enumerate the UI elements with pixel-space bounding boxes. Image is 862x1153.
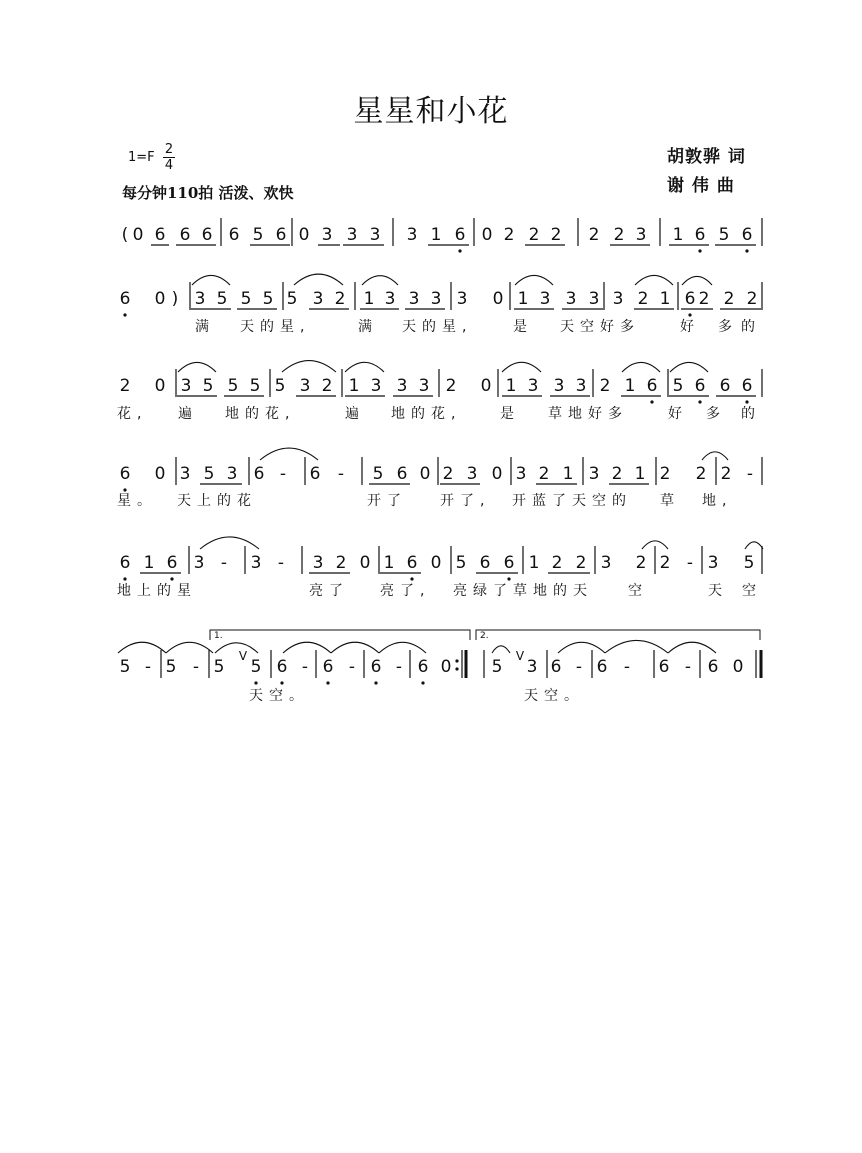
note: 3 bbox=[612, 289, 624, 309]
note: 5 bbox=[119, 657, 131, 677]
note: - bbox=[301, 657, 309, 677]
note: 6 bbox=[406, 553, 418, 573]
lower-octave-dot bbox=[170, 577, 173, 580]
note: 0 bbox=[298, 225, 310, 245]
lyric: 天空。 bbox=[249, 688, 309, 704]
lower-octave-dot bbox=[123, 577, 126, 580]
lower-octave-dot bbox=[254, 681, 257, 684]
lyric: 天的星, bbox=[240, 319, 311, 335]
note: 1 bbox=[517, 289, 529, 309]
note: 3 bbox=[430, 289, 442, 309]
note: 5 bbox=[455, 553, 467, 573]
note: 5 bbox=[286, 289, 298, 309]
lower-octave-dot bbox=[698, 400, 701, 403]
slur bbox=[345, 362, 384, 372]
note: 3 bbox=[193, 553, 205, 573]
lyric: 遍 bbox=[178, 406, 198, 422]
note: - bbox=[277, 553, 285, 573]
volta-label-2: 2. bbox=[480, 631, 489, 641]
note: 1 bbox=[528, 553, 540, 573]
note: 6 bbox=[322, 657, 334, 677]
note: 2 bbox=[575, 553, 587, 573]
lower-octave-dot bbox=[123, 488, 126, 491]
note: 0 bbox=[481, 225, 493, 245]
note: 1 bbox=[562, 464, 574, 484]
lyric: 开蓝了天空的 bbox=[512, 493, 632, 509]
note: 5 bbox=[216, 289, 228, 309]
note: 3 bbox=[321, 225, 333, 245]
note: 6 bbox=[658, 657, 670, 677]
lyric: 是 bbox=[513, 319, 533, 335]
repeat-dot bbox=[455, 667, 458, 670]
note: - bbox=[623, 657, 631, 677]
note: - bbox=[220, 553, 228, 573]
lyric: 亮了, bbox=[380, 583, 431, 599]
note: - bbox=[279, 464, 287, 484]
slur bbox=[379, 642, 426, 653]
lyric: 亮了 bbox=[309, 583, 349, 599]
slur bbox=[362, 276, 398, 285]
note: 3 bbox=[406, 225, 418, 245]
note: 2 bbox=[445, 376, 457, 396]
note: 1 bbox=[430, 225, 442, 245]
note: 3 bbox=[565, 289, 577, 309]
note: 6 bbox=[479, 553, 491, 573]
note: 6 bbox=[166, 553, 178, 573]
slur bbox=[502, 362, 541, 372]
note: 3 bbox=[466, 464, 478, 484]
volta-bracket-2 bbox=[476, 630, 760, 640]
note: ( bbox=[121, 225, 129, 245]
lower-octave-dot bbox=[280, 681, 283, 684]
note: 2 bbox=[528, 225, 540, 245]
composer-credit: 谢 伟 曲 bbox=[667, 176, 735, 196]
note: 5 bbox=[213, 657, 225, 677]
note: 1 bbox=[143, 553, 155, 573]
note: 5 bbox=[227, 376, 239, 396]
note: 1 bbox=[634, 464, 646, 484]
lyric: 地, bbox=[702, 493, 733, 509]
note: - bbox=[684, 657, 692, 677]
note: 6 bbox=[228, 225, 240, 245]
note: 2 bbox=[119, 376, 131, 396]
note: 0 bbox=[154, 376, 166, 396]
slur bbox=[166, 642, 213, 653]
song-title: 星星和小花 bbox=[353, 94, 509, 129]
note: 3 bbox=[384, 289, 396, 309]
note: 3 bbox=[226, 464, 238, 484]
lower-octave-dot bbox=[698, 249, 701, 252]
note: 2 bbox=[334, 289, 346, 309]
note: 0 bbox=[430, 553, 442, 573]
note: 6 bbox=[275, 225, 287, 245]
note: 6 bbox=[684, 289, 696, 309]
note: 3 bbox=[456, 289, 468, 309]
note: 3 bbox=[539, 289, 551, 309]
slur bbox=[558, 642, 605, 653]
note: 3 bbox=[312, 553, 324, 573]
note: 5 bbox=[202, 376, 214, 396]
lyric: 花, bbox=[117, 406, 148, 422]
note: - bbox=[575, 657, 583, 677]
time-signature-top: 2 bbox=[164, 142, 174, 157]
note: - bbox=[192, 657, 200, 677]
note: 2 bbox=[746, 289, 758, 309]
lower-octave-dot bbox=[688, 313, 691, 316]
note: ) bbox=[171, 289, 179, 309]
slur bbox=[515, 275, 553, 285]
slur bbox=[118, 642, 166, 653]
note: 2 bbox=[613, 225, 625, 245]
note: 1 bbox=[672, 225, 684, 245]
note: 3 bbox=[250, 553, 262, 573]
note: 3 bbox=[370, 376, 382, 396]
slur bbox=[670, 362, 708, 372]
note: 6 bbox=[694, 225, 706, 245]
note: 0 bbox=[154, 464, 166, 484]
note: 6 bbox=[370, 657, 382, 677]
note: 6 bbox=[454, 225, 466, 245]
slur bbox=[622, 362, 660, 372]
breath-mark: V bbox=[515, 649, 525, 663]
note: 3 bbox=[588, 464, 600, 484]
note: 2 bbox=[335, 553, 347, 573]
lyric: 亮绿了草地的天 bbox=[453, 583, 593, 599]
volta-bracket-1 bbox=[210, 630, 470, 640]
lyric: 好 bbox=[668, 406, 688, 422]
note: 6 bbox=[646, 376, 658, 396]
note: 6 bbox=[719, 376, 731, 396]
note: 0 bbox=[732, 657, 744, 677]
note: 6 bbox=[119, 553, 131, 573]
lyric: 草 bbox=[660, 493, 680, 509]
note: 2 bbox=[659, 553, 671, 573]
breath-mark: V bbox=[238, 649, 248, 663]
note: 3 bbox=[707, 553, 719, 573]
note: 2 bbox=[611, 464, 623, 484]
note: 5 bbox=[240, 289, 252, 309]
note: 5 bbox=[165, 657, 177, 677]
note: 6 bbox=[417, 657, 429, 677]
note: 6 bbox=[596, 657, 608, 677]
note: 5 bbox=[252, 225, 264, 245]
slur bbox=[294, 274, 343, 285]
note: 0 bbox=[440, 657, 452, 677]
lyric: 多 bbox=[706, 406, 726, 422]
lower-octave-dot bbox=[745, 249, 748, 252]
lower-octave-dot bbox=[650, 400, 653, 403]
slur bbox=[282, 361, 336, 372]
slur bbox=[200, 537, 259, 549]
slur bbox=[635, 275, 673, 285]
note: - bbox=[395, 657, 403, 677]
lower-octave-dot bbox=[421, 681, 424, 684]
lyric: 空 bbox=[742, 583, 762, 599]
note: 0 bbox=[480, 376, 492, 396]
note: 3 bbox=[194, 289, 206, 309]
note: 0 bbox=[359, 553, 371, 573]
note: - bbox=[348, 657, 356, 677]
lyric: 是 bbox=[500, 406, 520, 422]
note: 0 bbox=[491, 464, 503, 484]
note: 6 bbox=[503, 553, 515, 573]
lyric: 星。 bbox=[117, 493, 157, 509]
note: 6 bbox=[119, 289, 131, 309]
note: - bbox=[144, 657, 152, 677]
note: 3 bbox=[635, 225, 647, 245]
note: 6 bbox=[741, 225, 753, 245]
note: 2 bbox=[635, 553, 647, 573]
note: - bbox=[337, 464, 345, 484]
note: 6 bbox=[309, 464, 321, 484]
note: 6 bbox=[154, 225, 166, 245]
note: 3 bbox=[600, 553, 612, 573]
note: 3 bbox=[312, 289, 324, 309]
note: 2 bbox=[659, 464, 671, 484]
note: 5 bbox=[203, 464, 215, 484]
note: 3 bbox=[527, 376, 539, 396]
lower-octave-dot bbox=[745, 400, 748, 403]
note: 5 bbox=[372, 464, 384, 484]
note: 3 bbox=[408, 289, 420, 309]
note: 3 bbox=[418, 376, 430, 396]
note: 2 bbox=[321, 376, 333, 396]
note: 5 bbox=[718, 225, 730, 245]
lower-octave-dot bbox=[410, 577, 413, 580]
slur bbox=[492, 646, 510, 653]
lyric: 天上的花 bbox=[177, 493, 257, 509]
lyric: 天空好多 bbox=[560, 319, 640, 335]
note: 3 bbox=[346, 225, 358, 245]
lower-octave-dot bbox=[507, 577, 510, 580]
note: 3 bbox=[369, 225, 381, 245]
lyric: 草地好多 bbox=[548, 406, 628, 422]
tempo-marking: 每分钟110拍 活泼、欢快 bbox=[122, 184, 294, 202]
note: 3 bbox=[180, 376, 192, 396]
note: 3 bbox=[588, 289, 600, 309]
note: 5 bbox=[249, 376, 261, 396]
lyric: 的 bbox=[741, 319, 761, 335]
note: 3 bbox=[575, 376, 587, 396]
note: 6 bbox=[694, 376, 706, 396]
lower-octave-dot bbox=[326, 681, 329, 684]
lyric: 开了, bbox=[440, 493, 491, 509]
note: 6 bbox=[396, 464, 408, 484]
lyric: 天空。 bbox=[524, 688, 584, 704]
lyric: 满 bbox=[358, 319, 378, 335]
lower-octave-dot bbox=[374, 681, 377, 684]
note: 1 bbox=[363, 289, 375, 309]
note: - bbox=[746, 464, 754, 484]
note: 1 bbox=[505, 376, 517, 396]
lyric: 地的花, bbox=[225, 406, 296, 422]
note: 5 bbox=[274, 376, 286, 396]
note: 6 bbox=[550, 657, 562, 677]
note: 0 bbox=[132, 225, 144, 245]
note: 2 bbox=[551, 553, 563, 573]
note: 2 bbox=[695, 464, 707, 484]
note: 2 bbox=[550, 225, 562, 245]
note: - bbox=[686, 553, 694, 573]
note: 6 bbox=[276, 657, 288, 677]
note: 3 bbox=[179, 464, 191, 484]
note: 2 bbox=[588, 225, 600, 245]
slur bbox=[192, 275, 230, 285]
slur bbox=[682, 276, 712, 285]
slur bbox=[745, 542, 763, 549]
lyric: 开了 bbox=[367, 493, 407, 509]
note: 2 bbox=[637, 289, 649, 309]
note: 5 bbox=[672, 376, 684, 396]
note: 5 bbox=[491, 657, 503, 677]
note: 6 bbox=[253, 464, 265, 484]
slur bbox=[702, 452, 728, 460]
lyric: 天的星, bbox=[402, 319, 473, 335]
slur bbox=[668, 642, 716, 653]
lyric: 满 bbox=[195, 319, 215, 335]
note: 3 bbox=[299, 376, 311, 396]
lyricist-credit: 胡敦骅 词 bbox=[667, 147, 746, 167]
lyric: 地上的星 bbox=[117, 583, 197, 599]
note: 3 bbox=[553, 376, 565, 396]
note: 1 bbox=[348, 376, 360, 396]
repeat-dot bbox=[455, 659, 458, 662]
note: 0 bbox=[492, 289, 504, 309]
note: 6 bbox=[707, 657, 719, 677]
lyric: 好 bbox=[680, 319, 700, 335]
note: 2 bbox=[599, 376, 611, 396]
note: 6 bbox=[179, 225, 191, 245]
note: 2 bbox=[723, 289, 735, 309]
lyric: 遍 bbox=[345, 406, 365, 422]
note: 1 bbox=[624, 376, 636, 396]
slur bbox=[215, 643, 258, 653]
slur bbox=[283, 642, 331, 653]
slur bbox=[331, 642, 379, 653]
slur bbox=[260, 448, 318, 460]
note: 6 bbox=[741, 376, 753, 396]
note: 2 bbox=[538, 464, 550, 484]
lyric: 天 bbox=[708, 583, 728, 599]
note: 1 bbox=[383, 553, 395, 573]
note: 1 bbox=[659, 289, 671, 309]
lyric: 的 bbox=[741, 406, 761, 422]
note: 5 bbox=[250, 657, 262, 677]
note: 5 bbox=[262, 289, 274, 309]
key-signature: 1=F bbox=[128, 150, 155, 165]
note: 3 bbox=[515, 464, 527, 484]
note: 3 bbox=[526, 657, 538, 677]
note: 2 bbox=[442, 464, 454, 484]
note: 6 bbox=[119, 464, 131, 484]
note: 2 bbox=[720, 464, 732, 484]
note: 6 bbox=[201, 225, 213, 245]
lyric: 多 bbox=[718, 319, 738, 335]
lower-octave-dot bbox=[123, 313, 126, 316]
lyric: 空 bbox=[628, 583, 648, 599]
slur bbox=[178, 362, 216, 372]
lower-octave-dot bbox=[458, 249, 461, 252]
lyric: 地的花, bbox=[391, 406, 462, 422]
note: 2 bbox=[698, 289, 710, 309]
volta-label-1: 1. bbox=[214, 631, 223, 641]
note: 2 bbox=[503, 225, 515, 245]
note: 3 bbox=[396, 376, 408, 396]
time-signature-bottom: 4 bbox=[164, 158, 174, 173]
note: 0 bbox=[154, 289, 166, 309]
note: 0 bbox=[419, 464, 431, 484]
note: 5 bbox=[743, 553, 755, 573]
slur bbox=[605, 640, 668, 653]
